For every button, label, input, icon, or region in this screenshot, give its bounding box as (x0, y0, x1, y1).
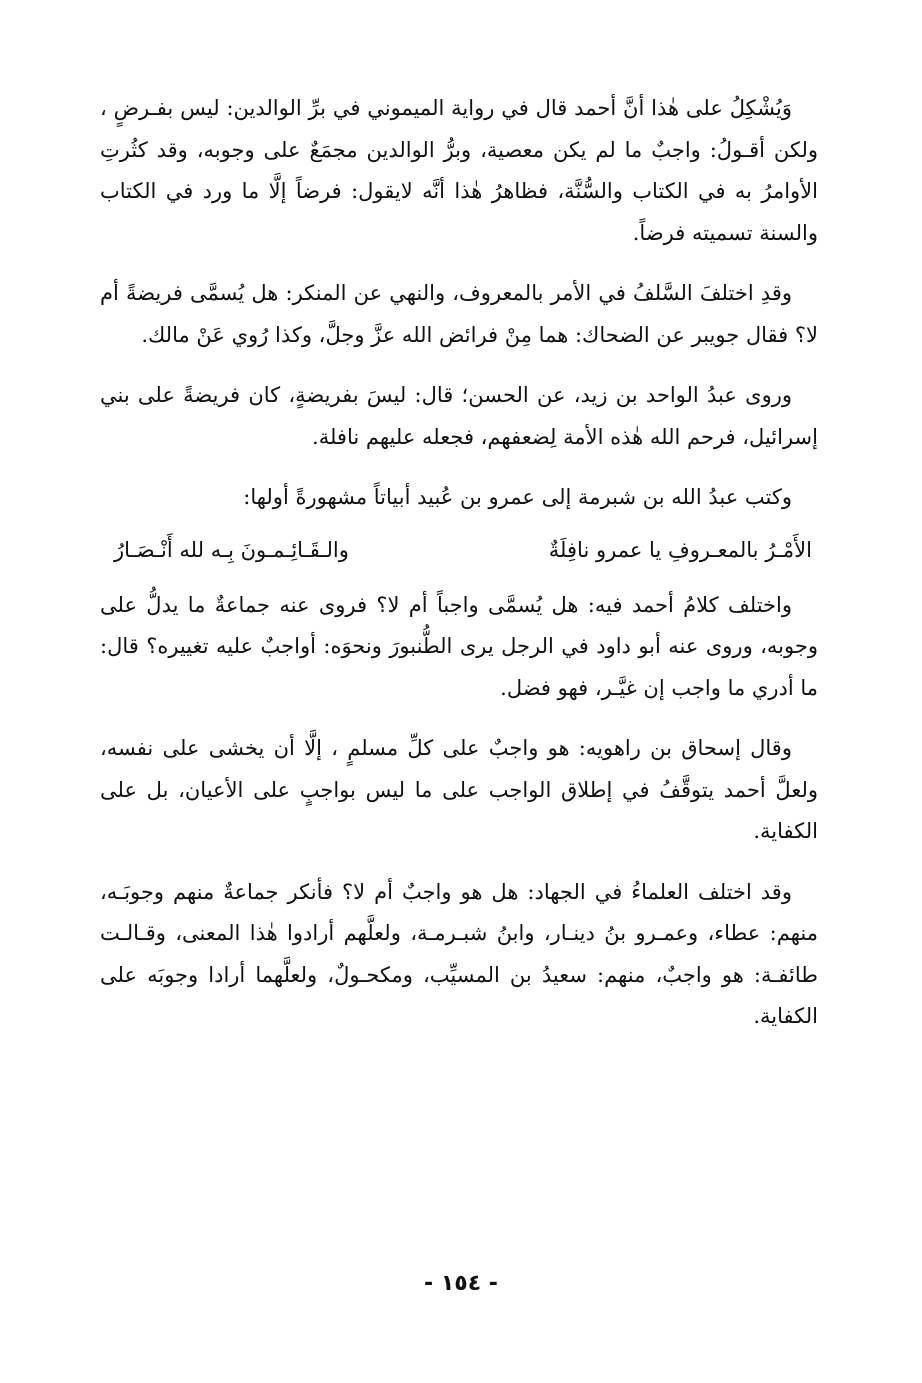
paragraph-4-text: وكتب عبدُ الله بن شبرمة إلى عمرو بن عُبيد أبياتاً مشهورةً أولها: (243, 485, 792, 509)
paragraph-6-text: وقال إسحاق بن راهويه: هو واجبٌ على كلِّ مسلمٍ ، إلَّا أن يخشى على نفسه، ولعلَّ أحمد يتوقَّفُ في إطلاق الواجب على ما ليس بواجبٍ على الأعيان، بل على الكفاية. (100, 736, 818, 843)
paragraph-4 (100, 477, 818, 519)
paragraph-3 (100, 375, 818, 458)
paragraph-5 (100, 585, 818, 710)
poem-verse (114, 529, 812, 571)
paragraph-6 (100, 728, 818, 853)
page-number: - ١٥٤ - (424, 1271, 498, 1296)
paragraph-3-text: وروى عبدُ الواحد بن زيد، عن الحسن؛ قال: ليسَ بفريضةٍ، كان فريضةً على بني إسرائيل، فرحم الله هٰذه الأمة لِضعفهم، فجعله عليهم نافلة. (100, 383, 818, 449)
paragraph-2 (100, 273, 818, 356)
document-page (100, 88, 818, 1057)
paragraph-1 (100, 88, 818, 254)
verse-first-hemistich: الأَمْـرُ بالمعـروفِ يا عمرو نافِلَةٌ (548, 537, 812, 562)
verse-second-hemistich: والـقَـائِـمـونَ بِـه لله أَنْـصَـارُ (114, 537, 349, 562)
paragraph-1-text: وَيُشْكِلُ على هٰذا أنَّ أحمد قال في رواية الميموني في برِّ الوالدين: ليس بفـرضٍ ، ولكن أقـولُ: واجبٌ ما لم يكن معصية، وبرُّ الوالدين مجمَعٌ على وجوبه، وقد كثُرتِ الأوامرُ به في الكتاب والسُّنَّة، فظاهرُ هٰذا أنَّه لايقول: فرضاً إلَّا ما ورد في الكتاب والسنة تسميته فرضاً. (100, 96, 818, 245)
paragraph-2-text: وقدِ اختلفَ السَّلفُ في الأمر بالمعروف، والنهي عن المنكر: هل يُسمَّى فريضةً أم لا؟ فقال جويبر عن الضحاك: هما مِنْ فرائض الله عزَّ وجلَّ، وكذا رُوي عَنْ مالك. (100, 281, 818, 347)
paragraph-5-text: واختلف كلامُ أحمد فيه: هل يُسمَّى واجباً أم لا؟ فروى عنه جماعةٌ ما يدلُّ على وجوبه، وروى عنه أبو داود في الرجل يرى الطُّنبورَ ونحوَه: أواجبٌ عليه تغييره؟ قال: ما أدري ما واجب إن غيَّـر، فهو فضل. (100, 592, 818, 700)
paragraph-7 (100, 872, 818, 1038)
paragraph-7-text: وقد اختلف العلماءُ في الجهاد: هل هو واجبٌ أم لا؟ فأنكر جماعةٌ منهم وجوبَـه، منهم: عطاء، وعمـرو بنُ دينـار، وابنُ شبـرمـة، ولعلَّهم أرادوا هٰذا المعنى، وقـالـت طائفـة: هو واجبٌ، منهم: سعيدُ بن المسيِّب، ومكحـولٌ، ولعلَّهما أرادا وجوبَه على الكفاية. (100, 879, 818, 1028)
